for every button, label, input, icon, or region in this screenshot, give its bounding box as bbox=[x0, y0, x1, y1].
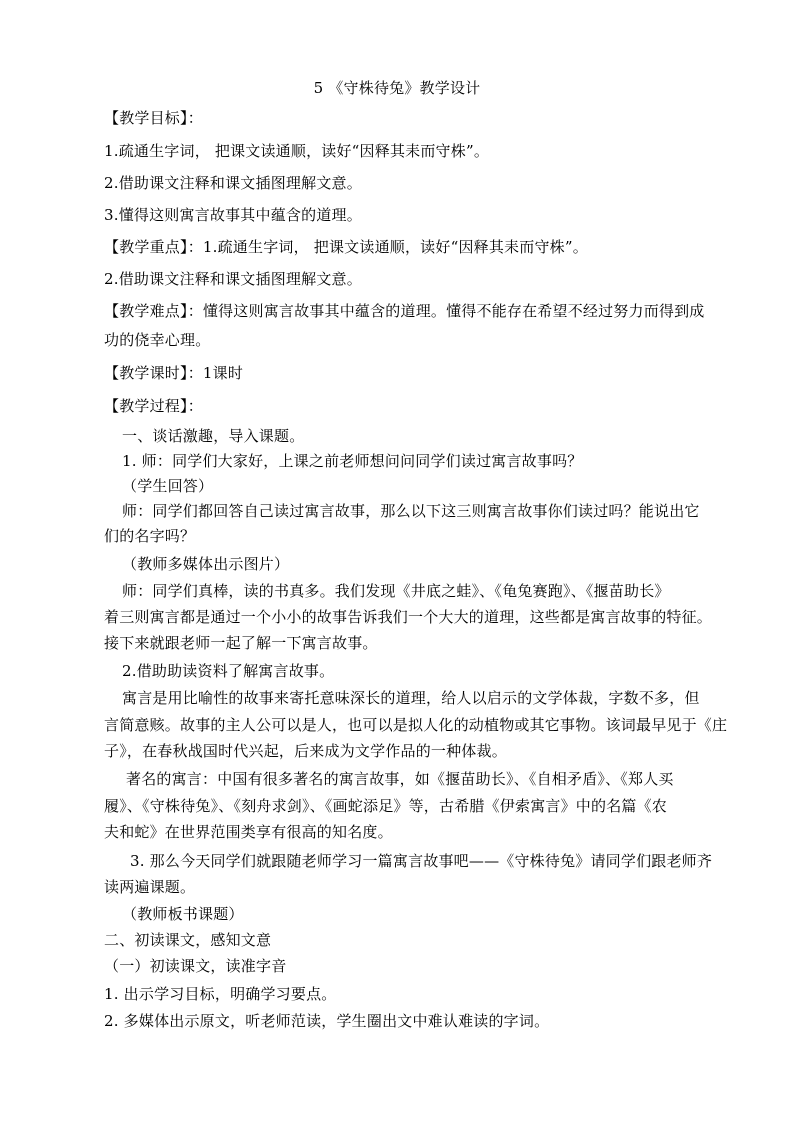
paragraph-line: 接下来就跟老师一起了解一下寓言故事。 bbox=[104, 634, 378, 652]
objective-2: 2.借助课文注释和课文插图理解文意。 bbox=[104, 174, 362, 192]
section-heading-objectives: 【教学目标】： bbox=[104, 109, 203, 127]
paragraph-line: （学生回答） bbox=[122, 477, 214, 495]
list-item: 2. 多媒体出示原文，听老师范读，学生圈出文中难认难读的字词。 bbox=[104, 1012, 550, 1030]
difficulty-cont: 功的侥幸心理。 bbox=[104, 331, 211, 349]
paragraph-line: 着三则寓言都是通过一个小小的故事告诉我们一个大大的道理，这些都是寓言故事的特征。 bbox=[104, 608, 713, 626]
objective-1: 1.疏通生字词， 把课文读通顺，读好“因释其耒而守株”。 bbox=[104, 142, 490, 160]
step-2-heading: 二、初读课文，感知文意 bbox=[104, 931, 272, 949]
paragraph-line: 2.借助助读资料了解寓言故事。 bbox=[122, 662, 335, 680]
paragraph-line: 师：同学们真棒，读的书真多。我们发现《井底之蛙》、《龟兔赛跑》、《揠苗助长》 bbox=[122, 582, 670, 600]
paragraph-line: 履》、《守株待兔》、《刻舟求剑》、《画蛇添足》等，古希腊《伊索寓言》中的名篇《农 bbox=[104, 797, 668, 815]
paragraph-line: 寓言是用比喻性的故事来寄托意味深长的道理，给人以启示的文学体裁，字数不多，但 bbox=[122, 689, 700, 707]
paragraph-line: 师：同学们都回答自己读过寓言故事，那么以下这三则寓言故事你们读过吗？能说出它 bbox=[122, 502, 700, 520]
document-title: 5 《守株待兔》教学设计 bbox=[313, 79, 481, 97]
step-1-heading: 一、谈话激趣，导入课题。 bbox=[122, 427, 305, 445]
objective-3: 3.懂得这则寓言故事其中蕴含的道理。 bbox=[104, 206, 362, 224]
paragraph-line: 著名的寓言：中国有很多著名的寓言故事，如《揠苗助长》、《自相矛盾》、《郑人买 bbox=[126, 770, 674, 788]
paragraph-line: 言简意赅。故事的主人公可以是人，也可以是拟人化的动植物或其它事物。该词最早见于《庄 bbox=[104, 716, 728, 734]
paragraph-line: 们的名字吗？ bbox=[104, 527, 196, 545]
list-item: 1. 出示学习目标，明确学习要点。 bbox=[104, 985, 337, 1003]
paragraph-line: 1. 师：同学们大家好，上课之前老师想问问同学们读过寓言故事吗？ bbox=[122, 452, 583, 470]
paragraph-line: 读两遍课题。 bbox=[104, 878, 196, 896]
substep-heading: （一）初读课文，读准字音 bbox=[104, 957, 287, 975]
difficulty: 【教学难点】：懂得这则寓言故事其中蕴含的道理。懂得不能存在希望不经过努力而得到成 bbox=[104, 302, 705, 320]
paragraph-line: （教师多媒体出示图片） bbox=[122, 555, 290, 573]
paragraph-line: 夫和蛇》在世界范围类享有很高的知名度。 bbox=[104, 823, 393, 841]
section-heading-process: 【教学过程】： bbox=[104, 397, 203, 415]
class-hours: 【教学课时】：1课时 bbox=[104, 364, 244, 382]
key-point-2: 2.借助课文注释和课文插图理解文意。 bbox=[104, 270, 362, 288]
key-points: 【教学重点】：1.疏通生字词， 把课文读通顺，读好“因释其耒而守株”。 bbox=[104, 238, 588, 256]
paragraph-line: （教师板书课题） bbox=[122, 905, 244, 923]
paragraph-line: 3. 那么今天同学们就跟随老师学习一篇寓言故事吧——《守株待兔》请同学们跟老师齐 bbox=[130, 852, 713, 870]
paragraph-line: 子》，在春秋战国时代兴起，后来成为文学作品的一种体裁。 bbox=[104, 742, 507, 760]
